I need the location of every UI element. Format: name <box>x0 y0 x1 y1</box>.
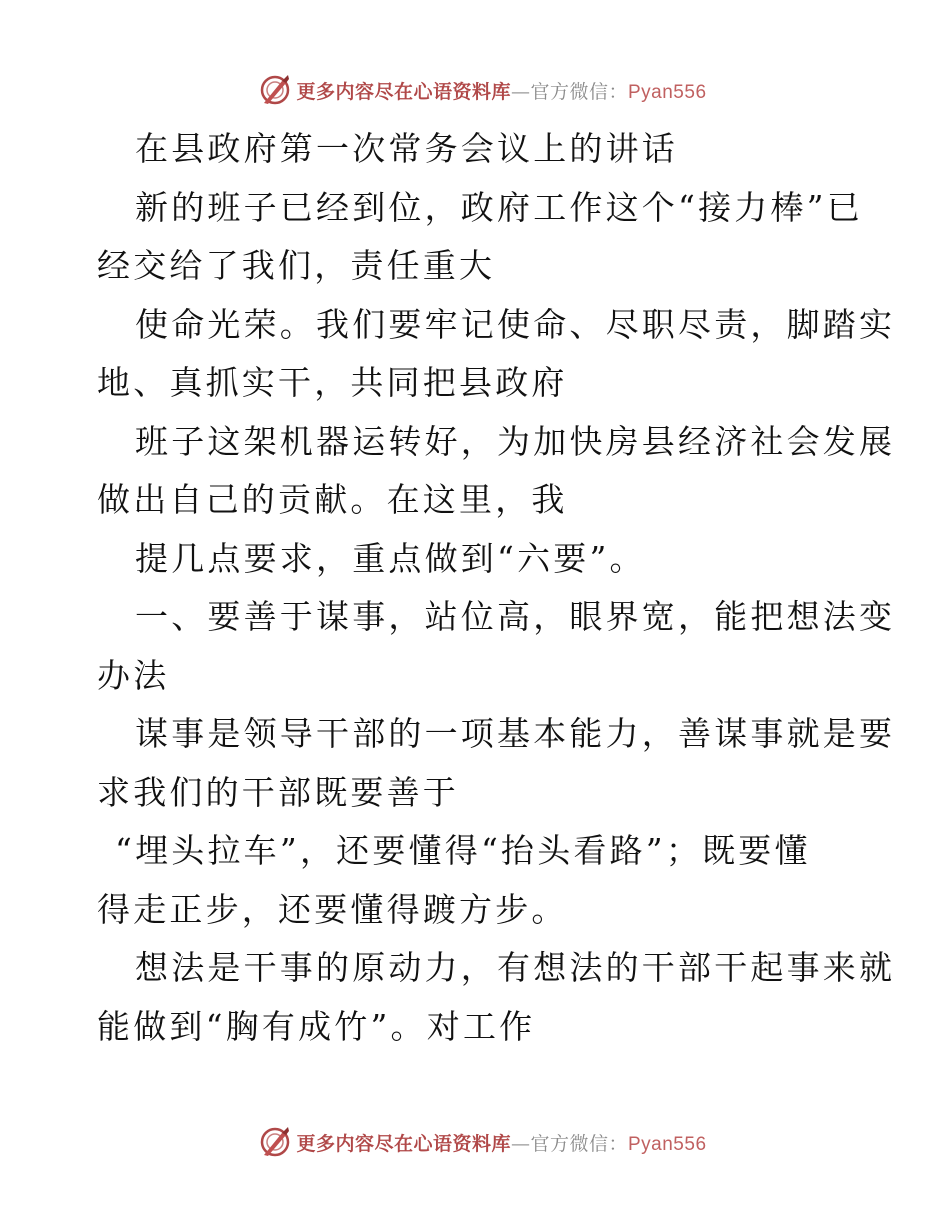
watermark-brand: 更多内容尽在心语资料库 <box>296 1132 511 1155</box>
text-line: 提几点要求，重点做到“六要”。 <box>135 538 646 578</box>
watermark-text <box>296 77 706 104</box>
watermark-brand: 更多内容尽在心语资料库 <box>296 80 511 103</box>
quill-logo-icon <box>258 1125 292 1159</box>
text-line: 求我们的干部既要善于 <box>97 772 459 812</box>
text-line: 得走正步，还要懂得踱方步。 <box>97 889 568 929</box>
watermark-wechat-label: 官方微信： <box>530 1132 628 1155</box>
document-body <box>97 120 896 1056</box>
text-line: 经交给了我们，责任重大 <box>97 246 496 285</box>
watermark-wechat-label: 官方微信： <box>530 80 628 103</box>
text-line: 能做到“胸有成竹”。对工作 <box>97 1006 536 1046</box>
text-line: 想法是干事的原动力，有想法的干部干起事来就 <box>135 948 896 987</box>
text-line: 做出自己的贡献。在这里，我 <box>97 480 568 519</box>
watermark-separator: — <box>510 80 531 103</box>
footer-watermark <box>0 1122 950 1162</box>
text-line: 班子这架机器运转好，为加快房县经济社会发展 <box>135 421 896 461</box>
watermark-content <box>258 73 706 107</box>
text-line: 使命光荣。我们要牢记使命、尽职尽责，脚踏实 <box>135 304 896 344</box>
text-line: 办法 <box>97 655 170 695</box>
text-line: 在县政府第一次常务会议上的讲话 <box>135 129 678 168</box>
quill-logo-icon <box>258 73 292 107</box>
header-watermark <box>0 70 950 110</box>
text-line: 一、要善于谋事，站位高，眼界宽，能把想法变 <box>135 597 896 636</box>
watermark-wechat-id: Pyan556 <box>628 1133 707 1155</box>
text-line: 谋事是领导干部的一项基本能力，善谋事就是要 <box>135 714 896 753</box>
text-line: “埋头拉车”，还要懂得“抬头看路”；既要懂 <box>115 831 811 870</box>
text-line: 地、真抓实干，共同把县政府 <box>97 363 568 402</box>
text-line: 新的班子已经到位，政府工作这个“接力棒”已 <box>135 187 863 227</box>
watermark-separator: — <box>510 1132 531 1155</box>
watermark-content <box>258 1125 706 1159</box>
watermark-text <box>296 1129 706 1156</box>
watermark-wechat-id: Pyan556 <box>628 81 707 103</box>
